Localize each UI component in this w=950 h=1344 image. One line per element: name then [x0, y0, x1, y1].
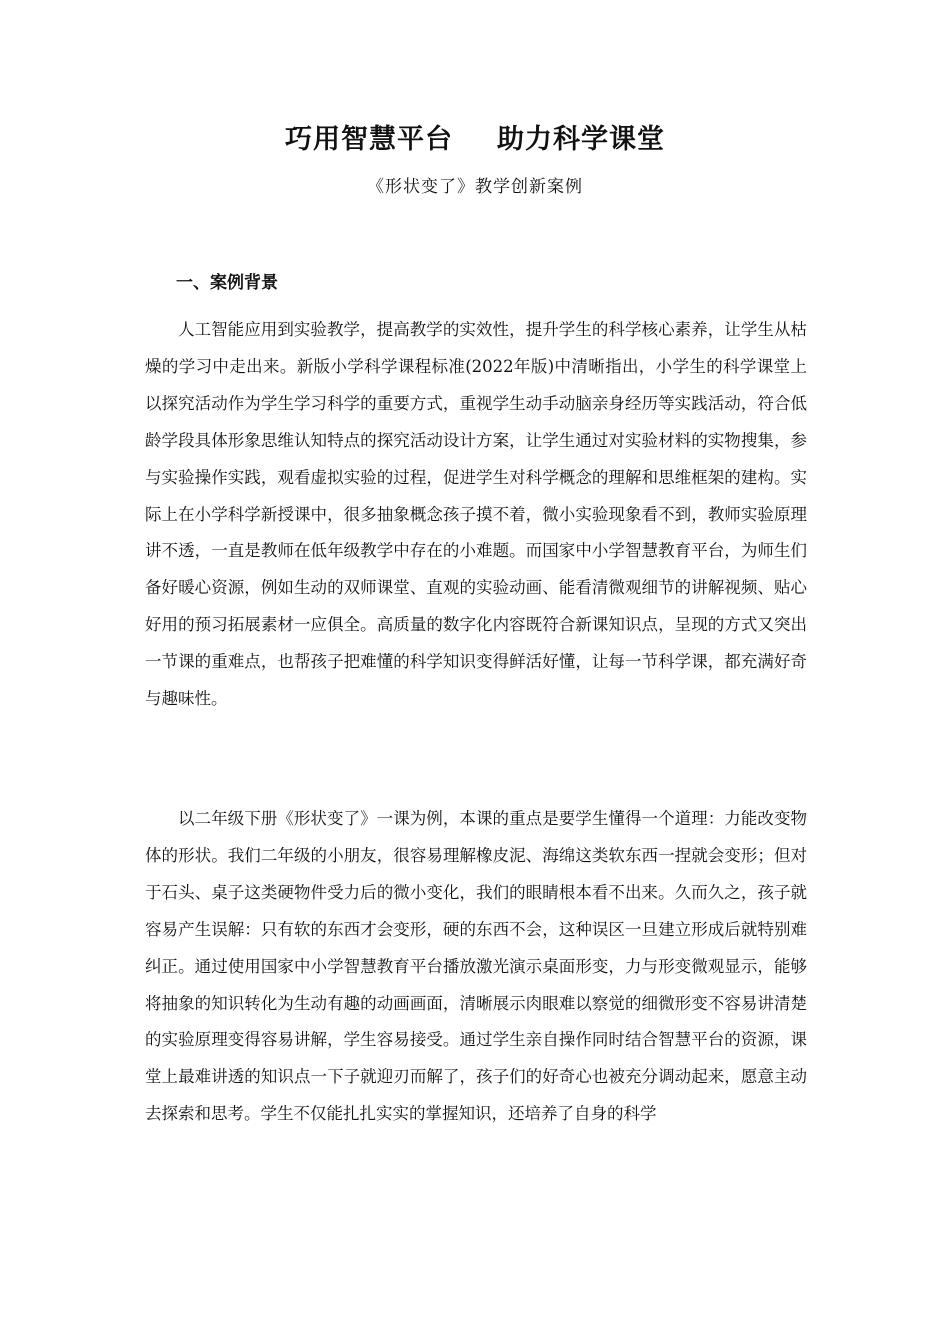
document-title — [0, 118, 950, 162]
section-heading: 一、案例背景 — [176, 273, 278, 293]
title-part-2: 助力科学课堂 — [497, 124, 665, 155]
document-subtitle: 《形状变了》教学创新案例 — [367, 177, 583, 197]
body-paragraph: 以二年级下册《形状变了》一课为例，本课的重点是要学生懂得一个道理：力能改变物体的形状。我们二年级的小朋友，很容易理解橡皮泥、海绵这类软东西一捏就会变形；但对于石头、桌子这类硬物件受力后的微小变化，我们的眼睛根本看不出来。久而久之，孩子就容易产生误解：只有软的东西才会变形，硬的东西不会，这种误区一旦建立形成后就特别难纠正。通过使用国家中小学智慧教育平台播放激光演示桌面形变，力与形变微观显示，能够将抽象的知识转化为生动有趣的动画画面，清晰展示肉眼难以察觉的细微形变不容易讲清楚的实验原理变得容易讲解，学生容易接受。通过学生亲自操作同时结合智慧平台的资源，课堂上最难讲透的知识点一下子就迎刃而解了，孩子们的好奇心也被充分调动起来，愿意主动去探索和思考。学生不仅能扎扎实实的掌握知识，还培养了自身的科学 — [145, 809, 807, 1124]
title-part-1: 巧用智慧平台 — [285, 124, 453, 155]
body-paragraph: 人工智能应用到实验教学，提高教学的实效性，提升学生的科学核心素养，让学生从枯燥的学习中走出来。新版小学科学课程标准(2022年版)中清晰指出，小学生的科学课堂上以探究活动作为学生学习科学的重要方式，重视学生动手动脑亲身经历等实践活动，符合低龄学段具体形象思维认知特点的探究活动设计方案，让学生通过对实验材料的实物搜集，参与实验操作实践，观看虚拟实验的过程，促进学生对科学概念的理解和思维框架的建构。实际上在小学科学新授课中，很多抽象概念孩子摸不着，微小实验现象看不到，教师实验原理讲不透，一直是教师在低年级教学中存在的小难题。而国家中小学智慧教育平台，为师生们备好暖心资源，例如生动的双师课堂、直观的实验动画、能看清微观细节的讲解视频、贴心好用的预习拓展素材一应俱全。高质量的数字化内容既符合新课知识点，呈现的方式又突出一节课的重难点，也帮孩子把难懂的科学知识变得鲜活好懂，让每一节科学课，都充满好奇与趣味性。 — [145, 320, 807, 709]
